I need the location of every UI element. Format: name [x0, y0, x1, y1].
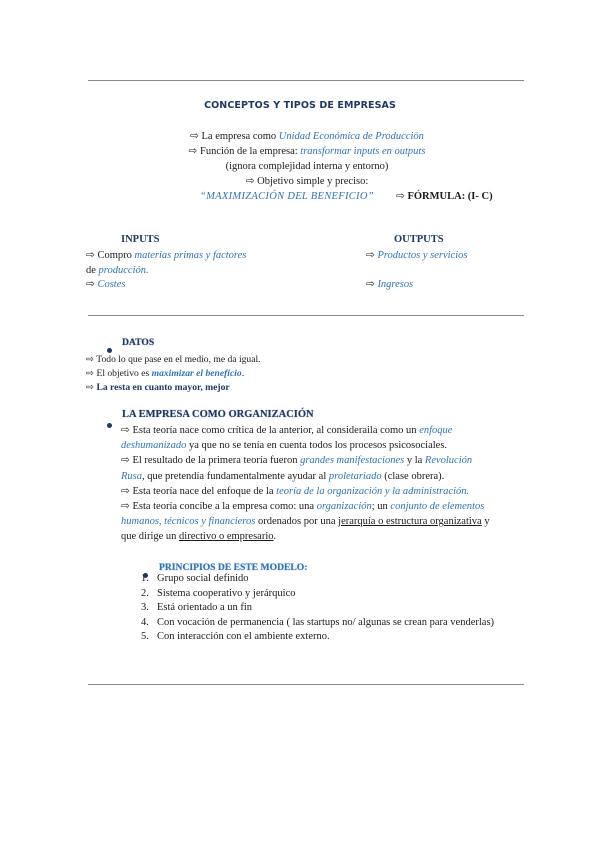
- arrow-right-icon: ⇨: [86, 250, 95, 261]
- org-p3-line1: ⇨ Esta teoría nace del enfoque de la teoría de la organización y la administración.: [121, 484, 490, 499]
- outputs-header: OUTPUTS: [394, 234, 444, 245]
- formula-label: FÓRMULA: [407, 191, 462, 202]
- page-title: CONCEPTOS Y TIPOS DE EMPRESAS: [204, 100, 396, 111]
- intro-line-4: ⇨ Objetivo simple y preciso:: [245, 176, 369, 187]
- intro-line-2: ⇨ Función de la empresa: transformar inputs en outputs: [188, 146, 426, 157]
- maximizacion-text: “MAXIMIZACIÓN DEL BENEFICIO”: [200, 191, 374, 202]
- datos-item-3: ⇨ La resta en cuanto mayor, mejor: [86, 382, 230, 393]
- arrow-right-icon: ⇨: [86, 354, 95, 365]
- intro-line-5: [200, 190, 374, 204]
- arrow-right-icon: ⇨: [190, 131, 199, 142]
- principios-header: PRINCIPIOS DE ESTE MODELO:: [159, 562, 308, 573]
- arrow-right-icon: ⇨: [121, 455, 130, 467]
- formula-value: : (I- C): [461, 191, 493, 202]
- org-p4-line3: que dirige un directivo o empresario.: [121, 531, 277, 543]
- arrow-right-icon: ⇨: [366, 250, 375, 261]
- top-divider: [88, 80, 524, 81]
- datos-item-2: ⇨ El objetivo es maximizar el beneficio.: [86, 368, 245, 379]
- arrow-right-icon: ⇨: [245, 176, 255, 187]
- list-item: 1. Grupo social definido: [141, 573, 249, 584]
- org-p2-line1: ⇨ El resultado de la primera teoría fueron grandes manifestaciones y la Revolución: [121, 453, 490, 468]
- formula-line: [396, 190, 493, 204]
- organizacion-bullet-icon: [107, 415, 112, 433]
- arrow-right-icon: ⇨: [188, 146, 198, 157]
- arrow-right-icon: ⇨: [396, 191, 405, 202]
- org-p2-line2: Rusa, que pretendía fundamentalmente ayudar al proletariado (clase obrera).: [121, 470, 445, 482]
- arrow-right-icon: ⇨: [121, 485, 130, 497]
- arrow-right-icon: ⇨: [86, 279, 95, 290]
- transformar-text: transformar inputs en outputs: [300, 146, 426, 157]
- outputs-item-1: ⇨ Productos y servicios: [366, 250, 468, 261]
- intro-line-1: ⇨ La empresa como Unidad Económica de Producción: [190, 131, 424, 142]
- org-p1-line2: deshumanizado ya que no se tenía en cuenta todos los procesos psicosociales.: [121, 440, 448, 452]
- inputs-item-1: ⇨ Compro materias primas y factores: [86, 250, 247, 261]
- list-item: 2. Sistema cooperativo y jerárquico: [141, 587, 296, 599]
- bottom-divider: [88, 684, 524, 685]
- inputs-item-2: ⇨ Costes: [86, 279, 126, 290]
- arrow-right-icon: ⇨: [86, 368, 95, 379]
- arrow-right-icon: ⇨: [121, 425, 130, 436]
- org-p1-line1: ⇨ Esta teoría nace como crítica de la anterior, al consideraila como un enfoque: [121, 423, 490, 438]
- principios-list: [141, 572, 494, 645]
- outputs-item-2: ⇨ Ingresos: [366, 279, 414, 290]
- inputs-item-1-wrap: de producción.: [86, 265, 149, 276]
- org-p4-line1: ⇨ Esta teoría concibe a la empresa como: una organización; un conjunto de elementos: [121, 499, 490, 514]
- intro-line-3: (ignora complejidad interna y entorno): [225, 161, 389, 172]
- datos-header: DATOS: [122, 337, 155, 348]
- list-item: 3. Está orientado a un fin: [141, 602, 253, 614]
- organizacion-paragraph: [121, 423, 490, 545]
- list-item: 4. Con vocación de permanencia ( las startups no/ algunas se crean para venderlas): [141, 616, 495, 628]
- org-p4-line2: humanos, técnicos y financieros ordenados por una jerarquía o estructura organizativa y: [121, 516, 490, 528]
- organizacion-header: LA EMPRESA COMO ORGANIZACIÓN: [122, 409, 314, 420]
- datos-item-1: ⇨ Todo lo que pase en el medio, me da igual.: [86, 354, 261, 365]
- middle-divider: [88, 315, 524, 316]
- arrow-right-icon: ⇨: [366, 279, 375, 290]
- arrow-right-icon: ⇨: [121, 501, 130, 513]
- arrow-right-icon: ⇨: [86, 382, 95, 393]
- list-item: 5. Con interacción con el ambiente externo.: [141, 631, 330, 643]
- unidad-economica-text: Unidad Económica de Producción: [278, 131, 424, 142]
- inputs-header: INPUTS: [121, 234, 160, 245]
